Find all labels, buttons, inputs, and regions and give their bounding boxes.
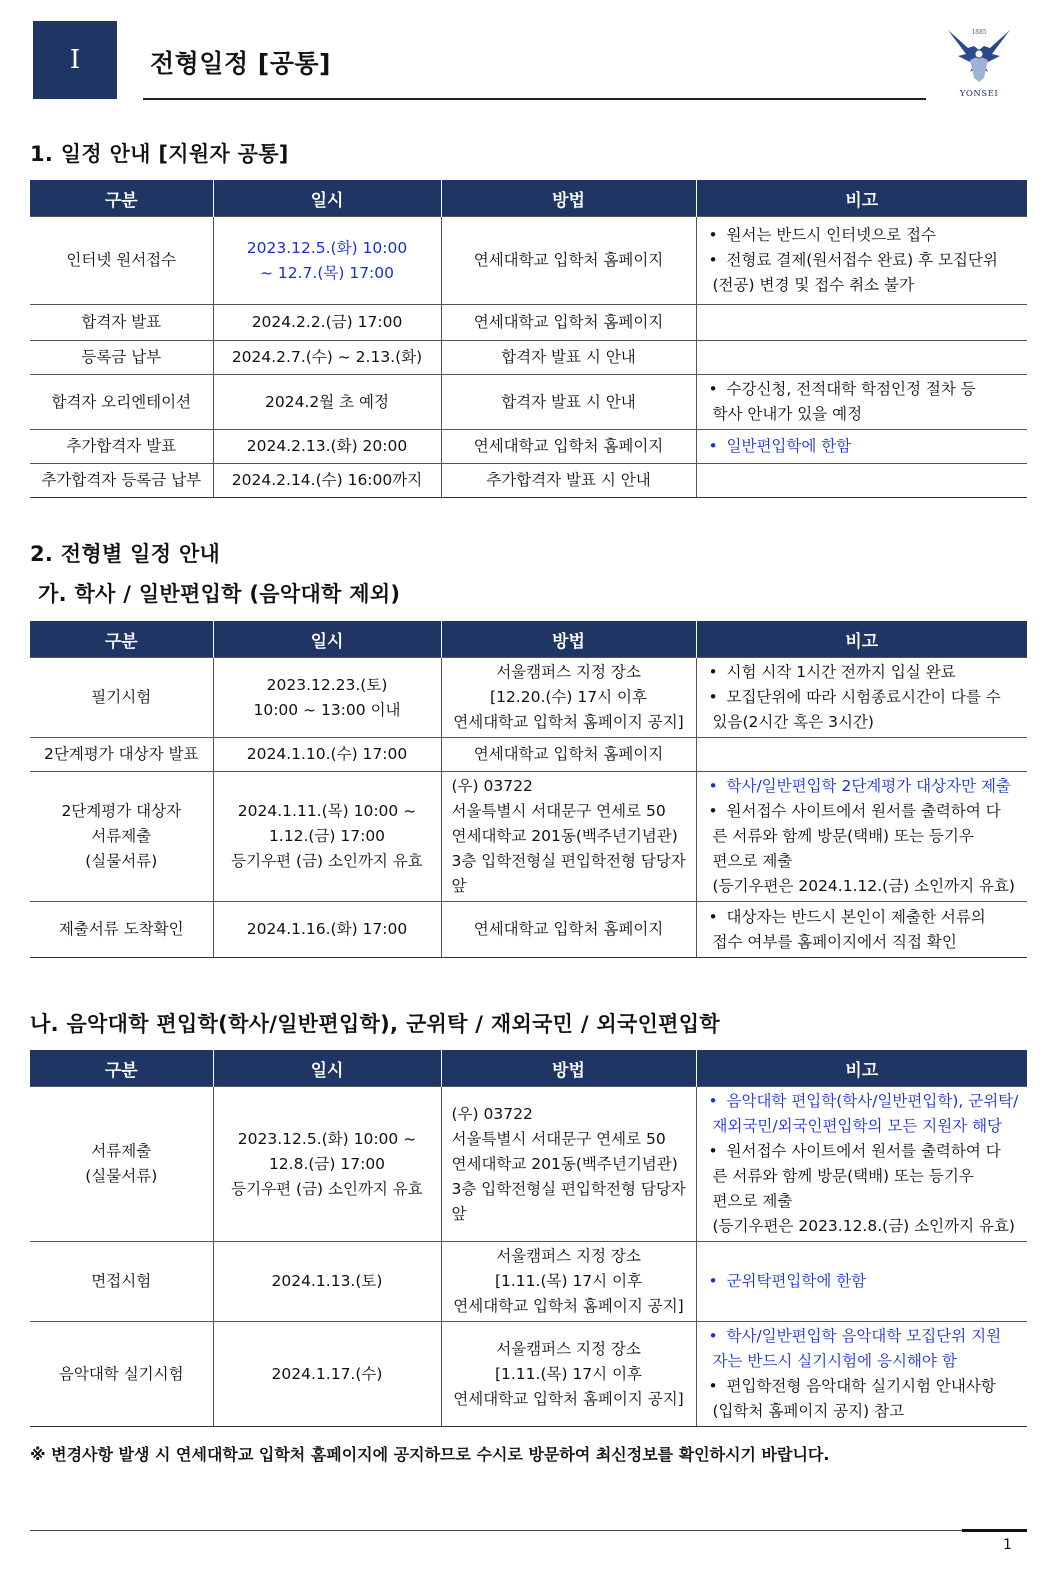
method-line: 연세대학교 입학처 홈페이지 공지] [453, 1297, 684, 1315]
col-header-method: 방법 [441, 180, 696, 217]
logo-year: 1885 [971, 29, 987, 36]
section2-subtitle-a: 가. 학사 / 일반편입학 (음악대학 제외) [38, 582, 401, 606]
notes-cell [696, 341, 1027, 375]
datetime-cell [213, 772, 441, 902]
notes-cell [696, 772, 1027, 902]
method-cell [441, 738, 696, 772]
note-item: • 모집단위에 따라 시험종료시간이 다를 수 [705, 685, 1024, 710]
schedule-table-general [30, 621, 1027, 958]
note-item: (전공) 변경 및 접수 취소 불가 [712, 276, 914, 294]
note-item: 자는 반드시 실기시험에 응시해야 함 [712, 1352, 957, 1370]
notes-list [705, 905, 1024, 955]
method-cell [441, 1322, 696, 1427]
method-cell [441, 658, 696, 738]
datetime-line: 2024.1.10.(수) 17:00 [246, 745, 408, 763]
note-item: • 대상자는 반드시 본인이 제출한 서류의 [705, 905, 1024, 930]
method-line: (우) 03722 [451, 1104, 533, 1123]
footnote: ※ 변경사항 발생 시 연세대학교 입학처 홈페이지에 공지하므로 수시로 방문하여 최신정보를 확인하시기 바랍니다. [30, 1445, 830, 1464]
category-line: 서류제출 [91, 1142, 152, 1160]
method-cell [441, 1087, 696, 1242]
note-item: • 시험 시작 1시간 전까지 입실 완료 [705, 660, 1024, 685]
method-line: 연세대학교 입학처 홈페이지 공지] [453, 1389, 684, 1408]
note-item: • 군위탁편입학에 한함 [705, 1269, 1024, 1294]
note-item: • 음악대학 편입학(학사/일반편입학), 군위탁/ [705, 1089, 1024, 1114]
method-line: 연세대학교 입학처 홈페이지 [473, 745, 664, 763]
datetime-line: ~ 12.7.(목) 17:00 [259, 263, 395, 282]
datetime-line: 2024.1.11.(목) 10:00 ~ [237, 802, 417, 820]
category-cell [30, 1087, 213, 1242]
datetime-cell [213, 738, 441, 772]
method-line: 합격자 발표 시 안내 [501, 392, 636, 411]
datetime-line: 2024.2.7.(수) ~ 2.13.(화) [231, 348, 423, 366]
note-item: 편으로 제출 [712, 1192, 793, 1210]
method-line: 연세대학교 201동(백주년기념관) [451, 827, 678, 845]
note-item: (입학처 홈페이지 공지) 참고 [712, 1402, 905, 1420]
note-item: • 원서접수 사이트에서 원서를 출력하여 다 [705, 1139, 1024, 1164]
col-header-category: 구분 [30, 621, 213, 658]
datetime-cell [213, 1242, 441, 1322]
method-line: 연세대학교 입학처 홈페이지 [473, 313, 664, 331]
method-cell [441, 305, 696, 341]
category-text: 추가합격자 발표 [66, 437, 177, 455]
note-item: 재외국민/외국인편입학의 모든 지원자 해당 [712, 1117, 1003, 1135]
table-row [30, 658, 1027, 738]
method-line: 연세대학교 201동(백주년기념관) [451, 1154, 678, 1173]
datetime-cell [213, 1322, 441, 1427]
datetime-line: 등기우편 (금) 소인까지 유효 [231, 852, 423, 870]
method-cell [441, 375, 696, 430]
category-cell [30, 1322, 213, 1427]
note-item: • 수강신청, 전적대학 학점인정 절차 등 [705, 377, 1024, 402]
method-line: 연세대학교 입학처 홈페이지 공지] [453, 713, 684, 731]
page-number: 1 [1003, 1537, 1012, 1553]
footer-accent [962, 1529, 1027, 1532]
method-line: 연세대학교 입학처 홈페이지 [473, 251, 664, 269]
method-cell [441, 430, 696, 464]
datetime-line: 2024.1.17.(수) [271, 1364, 383, 1383]
notes-cell [696, 738, 1027, 772]
chapter-number: I [69, 45, 81, 75]
note-item: 접수 여부를 홈페이지에서 직접 확인 [712, 932, 957, 951]
note-item: • 원서접수 사이트에서 원서를 출력하여 다 [705, 799, 1024, 824]
method-line: [1.11.(목) 17시 이후 [494, 1272, 643, 1290]
note-item: • 학사/일반편입학 2단계평가 대상자만 제출 [705, 774, 1024, 799]
category-cell [30, 217, 213, 305]
category-line: 2단계평가 대상자 발표 [44, 745, 199, 763]
datetime-line: 2024.1.13.(토) [271, 1272, 383, 1290]
notes-list [705, 223, 1024, 298]
notes-cell [696, 464, 1027, 498]
notes-cell [696, 375, 1027, 430]
table-row [30, 738, 1027, 772]
datetime-line: 2024.2.14.(수) 16:00까지 [231, 471, 423, 489]
category-text: 인터넷 원서접수 [66, 251, 177, 269]
col-header-category: 구분 [30, 1050, 213, 1087]
footer-divider [30, 1530, 1027, 1531]
table-row [30, 341, 1027, 375]
category-line: 서류제출 [91, 827, 152, 845]
method-line: 추가합격자 발표 시 안내 [486, 471, 651, 489]
datetime-cell [213, 902, 441, 958]
datetime-line: 2024.2.2.(금) 17:00 [251, 313, 403, 331]
table-row [30, 902, 1027, 958]
note-item: 른 서류와 함께 방문(택배) 또는 등기우 [712, 1167, 974, 1185]
table-row [30, 464, 1027, 498]
datetime-line: 10:00 ~ 13:00 이내 [253, 700, 401, 719]
method-line: 3층 입학전형실 편입학전형 담당자 앞 [451, 852, 686, 895]
col-header-notes: 비고 [696, 1050, 1027, 1087]
notes-cell [696, 1242, 1027, 1322]
table-row [30, 1322, 1027, 1427]
notes-cell [696, 430, 1027, 464]
category-line: 면접시험 [91, 1272, 152, 1290]
page-title: 전형일정 [공통] [150, 49, 331, 78]
col-header-notes: 비고 [696, 621, 1027, 658]
note-item: • 일반편입학에 한함 [705, 434, 1024, 459]
datetime-line: 1.12.(금) 17:00 [268, 827, 386, 845]
method-line: 3층 입학전형실 편입학전형 담당자 앞 [451, 1179, 686, 1223]
method-cell [441, 1242, 696, 1322]
notes-list [705, 1089, 1024, 1239]
notes-cell [696, 217, 1027, 305]
category-cell [30, 772, 213, 902]
datetime-line: 2023.12.5.(화) 10:00 [246, 238, 408, 257]
schedule-table-music-special [30, 1050, 1027, 1427]
category-text: 등록금 납부 [81, 348, 162, 366]
notes-cell [696, 902, 1027, 958]
method-line: 서울특별시 서대문구 연세로 50 [451, 802, 666, 820]
category-line: 필기시험 [91, 688, 152, 706]
datetime-line: 등기우편 (금) 소인까지 유효 [231, 1179, 423, 1198]
datetime-cell [213, 430, 441, 464]
col-header-method: 방법 [441, 621, 696, 658]
notes-list [705, 774, 1024, 899]
category-line: (실물서류) [85, 852, 158, 870]
datetime-line: 2024.1.16.(화) 17:00 [246, 920, 408, 938]
note-item: • 전형료 결제(원서접수 완료) 후 모집단위 [705, 248, 1024, 273]
col-header-category: 구분 [30, 180, 213, 217]
method-line: 합격자 발표 시 안내 [501, 348, 636, 366]
category-cell [30, 305, 213, 341]
table-row [30, 772, 1027, 902]
method-cell [441, 902, 696, 958]
notes-list [705, 1324, 1024, 1424]
category-line: 제출서류 도착확인 [58, 920, 184, 938]
category-cell [30, 902, 213, 958]
notes-list [705, 377, 1024, 427]
category-cell [30, 375, 213, 430]
notes-list [705, 434, 1024, 459]
method-line: 연세대학교 입학처 홈페이지 [473, 437, 664, 455]
method-line: 서울캠퍼스 지정 장소 [496, 663, 641, 681]
note-item: 른 서류와 함께 방문(택배) 또는 등기우 [712, 827, 974, 845]
section2-subtitle-b: 나. 음악대학 편입학(학사/일반편입학), 군위탁 / 재외국민 / 외국인편입학 [30, 1012, 720, 1036]
category-text: 합격자 오리엔테이션 [51, 392, 192, 411]
chapter-number-box [33, 21, 117, 99]
datetime-line: 2023.12.5.(화) 10:00 ~ [237, 1129, 417, 1148]
section1-title: 1. 일정 안내 [지원자 공통] [30, 142, 289, 166]
method-line: 서울캠퍼스 지정 장소 [496, 1247, 641, 1265]
category-text: 추가합격자 등록금 납부 [41, 471, 202, 489]
note-item: (등기우편은 2023.12.8.(금) 소인까지 유효) [712, 1217, 1015, 1235]
note-item: • 편입학전형 음악대학 실기시험 안내사항 [705, 1374, 1024, 1399]
method-line: [12.20.(수) 17시 이후 [490, 688, 647, 706]
table-row [30, 305, 1027, 341]
datetime-line: 12.8.(금) 17:00 [268, 1154, 386, 1173]
notes-list [705, 660, 1024, 735]
method-cell [441, 341, 696, 375]
datetime-cell [213, 217, 441, 305]
notes-cell [696, 1087, 1027, 1242]
note-item: (등기우편은 2024.1.12.(금) 소인까지 유효) [712, 877, 1015, 895]
table-row [30, 1242, 1027, 1322]
method-cell [441, 772, 696, 902]
category-cell [30, 738, 213, 772]
datetime-cell [213, 1087, 441, 1242]
table-row [30, 1087, 1027, 1242]
table-row [30, 375, 1027, 430]
section2-title: 2. 전형별 일정 안내 [30, 542, 221, 566]
table-row [30, 217, 1027, 305]
method-line: (우) 03722 [451, 777, 533, 795]
datetime-line: 2023.12.23.(토) [266, 675, 388, 694]
datetime-cell [213, 464, 441, 498]
yonsei-eagle-logo [940, 20, 1018, 100]
col-header-notes: 비고 [696, 180, 1027, 217]
col-header-datetime: 일시 [213, 180, 441, 217]
method-line: [1.11.(목) 17시 이후 [494, 1364, 643, 1383]
method-cell [441, 464, 696, 498]
notes-cell [696, 1322, 1027, 1427]
notes-list [705, 1269, 1024, 1294]
category-cell [30, 430, 213, 464]
notes-cell [696, 658, 1027, 738]
method-line: 서울특별시 서대문구 연세로 50 [451, 1129, 666, 1148]
datetime-line: 2024.2.13.(화) 20:00 [246, 437, 408, 455]
table-row [30, 430, 1027, 464]
category-line: (실물서류) [85, 1167, 158, 1185]
category-line: 음악대학 실기시험 [58, 1364, 184, 1383]
note-item: • 원서는 반드시 인터넷으로 접수 [705, 223, 1024, 248]
col-header-datetime: 일시 [213, 1050, 441, 1087]
schedule-table-common [30, 180, 1027, 498]
title-divider [143, 98, 926, 100]
category-cell [30, 341, 213, 375]
method-line: 연세대학교 입학처 홈페이지 [473, 920, 664, 938]
logo-text: YONSEI [959, 89, 999, 99]
method-line: 서울캠퍼스 지정 장소 [496, 1339, 641, 1358]
category-line: 2단계평가 대상자 [61, 802, 182, 820]
category-cell [30, 464, 213, 498]
col-header-method: 방법 [441, 1050, 696, 1087]
notes-cell [696, 305, 1027, 341]
datetime-cell [213, 341, 441, 375]
datetime-cell [213, 375, 441, 430]
method-cell [441, 217, 696, 305]
datetime-cell [213, 305, 441, 341]
col-header-datetime: 일시 [213, 621, 441, 658]
category-cell [30, 1242, 213, 1322]
datetime-cell [213, 658, 441, 738]
category-text: 합격자 발표 [81, 313, 162, 331]
note-item: 있음(2시간 혹은 3시간) [712, 713, 874, 731]
note-item: • 학사/일반편입학 음악대학 모집단위 지원 [705, 1324, 1024, 1349]
datetime-line: 2024.2월 초 예정 [265, 392, 389, 411]
note-item: 학사 안내가 있을 예정 [712, 405, 863, 423]
category-cell [30, 658, 213, 738]
note-item: 편으로 제출 [712, 852, 793, 870]
